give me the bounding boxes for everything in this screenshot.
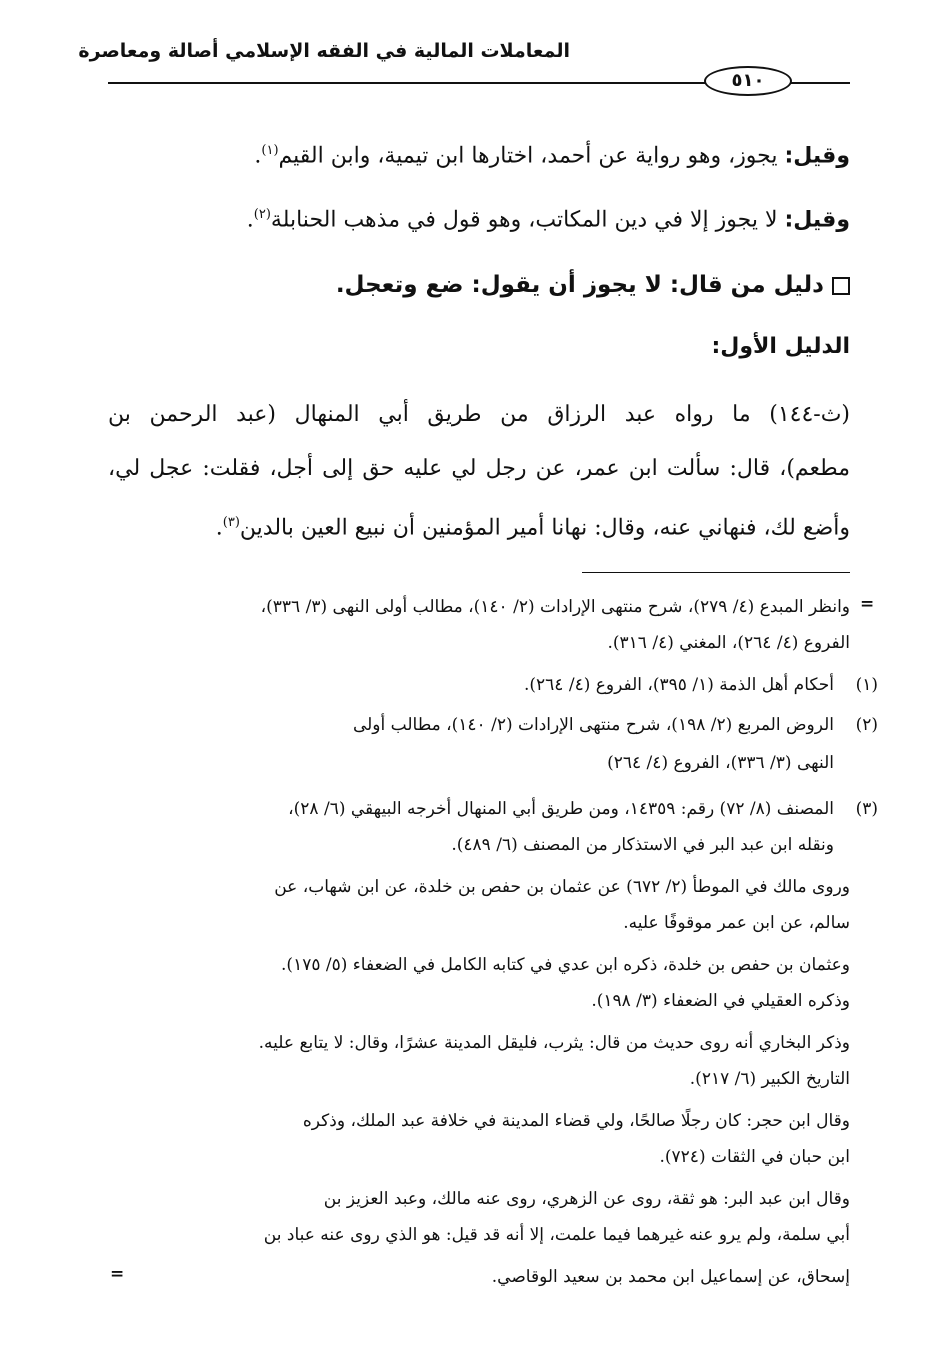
footnote-para-line: وقال ابن عبد البر: هو ثقة، روى عن الزهري، روى عنه مالك، وعبد العزيز بن (323, 1189, 850, 1209)
footnote-3 (108, 796, 878, 822)
footnote-ref-3[interactable]: (٣) (222, 515, 240, 530)
footnote-3-line-2 (108, 832, 834, 858)
footnote-text: الفروع (٤/ ٢٦٤)، المغني (٤/ ٣١٦). (607, 633, 850, 653)
line-end: . (246, 207, 254, 233)
footnote-number: (١) (855, 675, 878, 695)
footnote-text: النهى (٣/ ٣٣٦)، الفروع (٤/ ٢٦٤) (607, 753, 834, 773)
page-number: ٥١٠ (704, 66, 792, 96)
footnote-2-line-2 (108, 750, 834, 776)
section-heading (336, 268, 850, 302)
footnote-para-line: وقال ابن حجر: كان رجلًا صالحًا، ولي قضاء المدينة في خلافة عبد الملك، وذكره (302, 1111, 850, 1131)
footnote-text: ونقله ابن عبد البر في الاستذكار من المصنف (٦/ ٤٨٩). (451, 835, 834, 855)
hadith-line-2: مطعم)، قال: سألت ابن عمر، عن رجل لي عليه حق إلى أجل، فقلت: عجل لي، (108, 456, 850, 481)
body-line-1 (254, 134, 850, 173)
footnote-separator (582, 572, 850, 573)
subheading: الدليل الأول: (711, 334, 850, 359)
checkbox-square-icon (832, 277, 850, 295)
footnote-text: المصنف (٨/ ٧٢) رقم: ١٤٣٥٩، ومن طريق أبي المنهال أخرجه البيهقي (٦/ ٢٨)، (288, 799, 834, 819)
footnote-number: (٢) (855, 715, 878, 735)
footnote-para-line: ابن حبان في الثقات (٧٢٤). (659, 1147, 850, 1167)
main-text (108, 0, 850, 560)
footnote-text: وانظر المبدع (٤/ ٢٧٩)، شرح منتهى الإرادات (٢/ ١٤٠)، مطالب أولى النهى (٣/ ٣٣٦)، (260, 597, 850, 617)
footnote-text: الروض المربع (٢/ ١٩٨)، شرح منتهى الإرادات (٢/ ١٤٠)، مطالب أولى (352, 715, 834, 735)
running-header-title: المعاملات المالية في الفقه الإسلامي أصالة ومعاصرة (78, 40, 570, 62)
footnote-number: (٣) (855, 799, 878, 819)
footnote-para-line: وذكره العقيلي في الضعفاء (٣/ ١٩٨). (591, 991, 850, 1011)
section-heading-text: دليل من قال: لا يجوز أن يقول: ضع وتعجل. (335, 272, 824, 298)
hadith-line-3 (216, 506, 850, 545)
footnote-text: أحكام أهل الذمة (١/ ٣٩٥)، الفروع (٤/ ٢٦٤). (524, 675, 834, 695)
line-label: وقيل: (784, 143, 850, 169)
line-text: يجوز، وهو رواية عن أحمد، اختارها ابن تيمية، وابن القيم (278, 143, 785, 169)
footnote-para-line: أبي سلمة، ولم يرو عنه غيرهما فيما علمت، إلا أنه قد قيل: هو الذي روى عنه عباد بن (263, 1225, 850, 1245)
hadith-line-1: (ث-١٤٤) ما رواه عبد الرزاق من طريق أبي المنهال (عبد الرحمن بن (108, 402, 850, 427)
footnote-ref-1[interactable]: (١) (261, 143, 279, 158)
footnote-1 (108, 672, 878, 698)
footnote-2 (108, 712, 878, 738)
footnote-para-line: وعثمان بن حفص بن خلدة، ذكره ابن عدي في كتابه الكامل في الضعفاء (٥/ ١٧٥). (281, 955, 850, 975)
hadith-text: وأضع لك، فنهاني عنه، وقال: نهانا أمير المؤمنين أن نبيع العين بالدين (239, 515, 850, 541)
footnote-ref-2[interactable]: (٢) (253, 207, 271, 222)
line-text: لا يجوز إلا في دين المكاتب، وهو قول في مذهب الحنابلة (270, 207, 785, 233)
footnote-cont-line-1 (108, 594, 850, 620)
line-end: . (254, 143, 262, 169)
footnote-para-line: التاريخ الكبير (٦/ ٢١٧). (689, 1069, 850, 1089)
continuation-mark: = (860, 594, 875, 614)
footnote-para-line: وذكر البخاري أنه روى حديث من قال: يثرب، فليقل المدينة عشرًا، وقال: لا يتابع عليه. (258, 1033, 850, 1053)
body-line-2 (247, 198, 850, 237)
footnote-para-line: إسحاق، عن إسماعيل ابن محمد بن سعيد الوقاصي. (491, 1267, 850, 1287)
continuation-mark-bottom: = (110, 1264, 125, 1284)
footnote-cont-line-2 (108, 630, 850, 656)
footnote-para-line: سالم، عن ابن عمر موقوفًا عليه. (623, 913, 850, 933)
line-label: وقيل: (784, 207, 850, 233)
line-end: . (215, 515, 223, 541)
footnote-para-line: وروى مالك في الموطأ (٢/ ٦٧٢) عن عثمان بن حفص بن خلدة، عن ابن شهاب، عن (274, 877, 850, 897)
